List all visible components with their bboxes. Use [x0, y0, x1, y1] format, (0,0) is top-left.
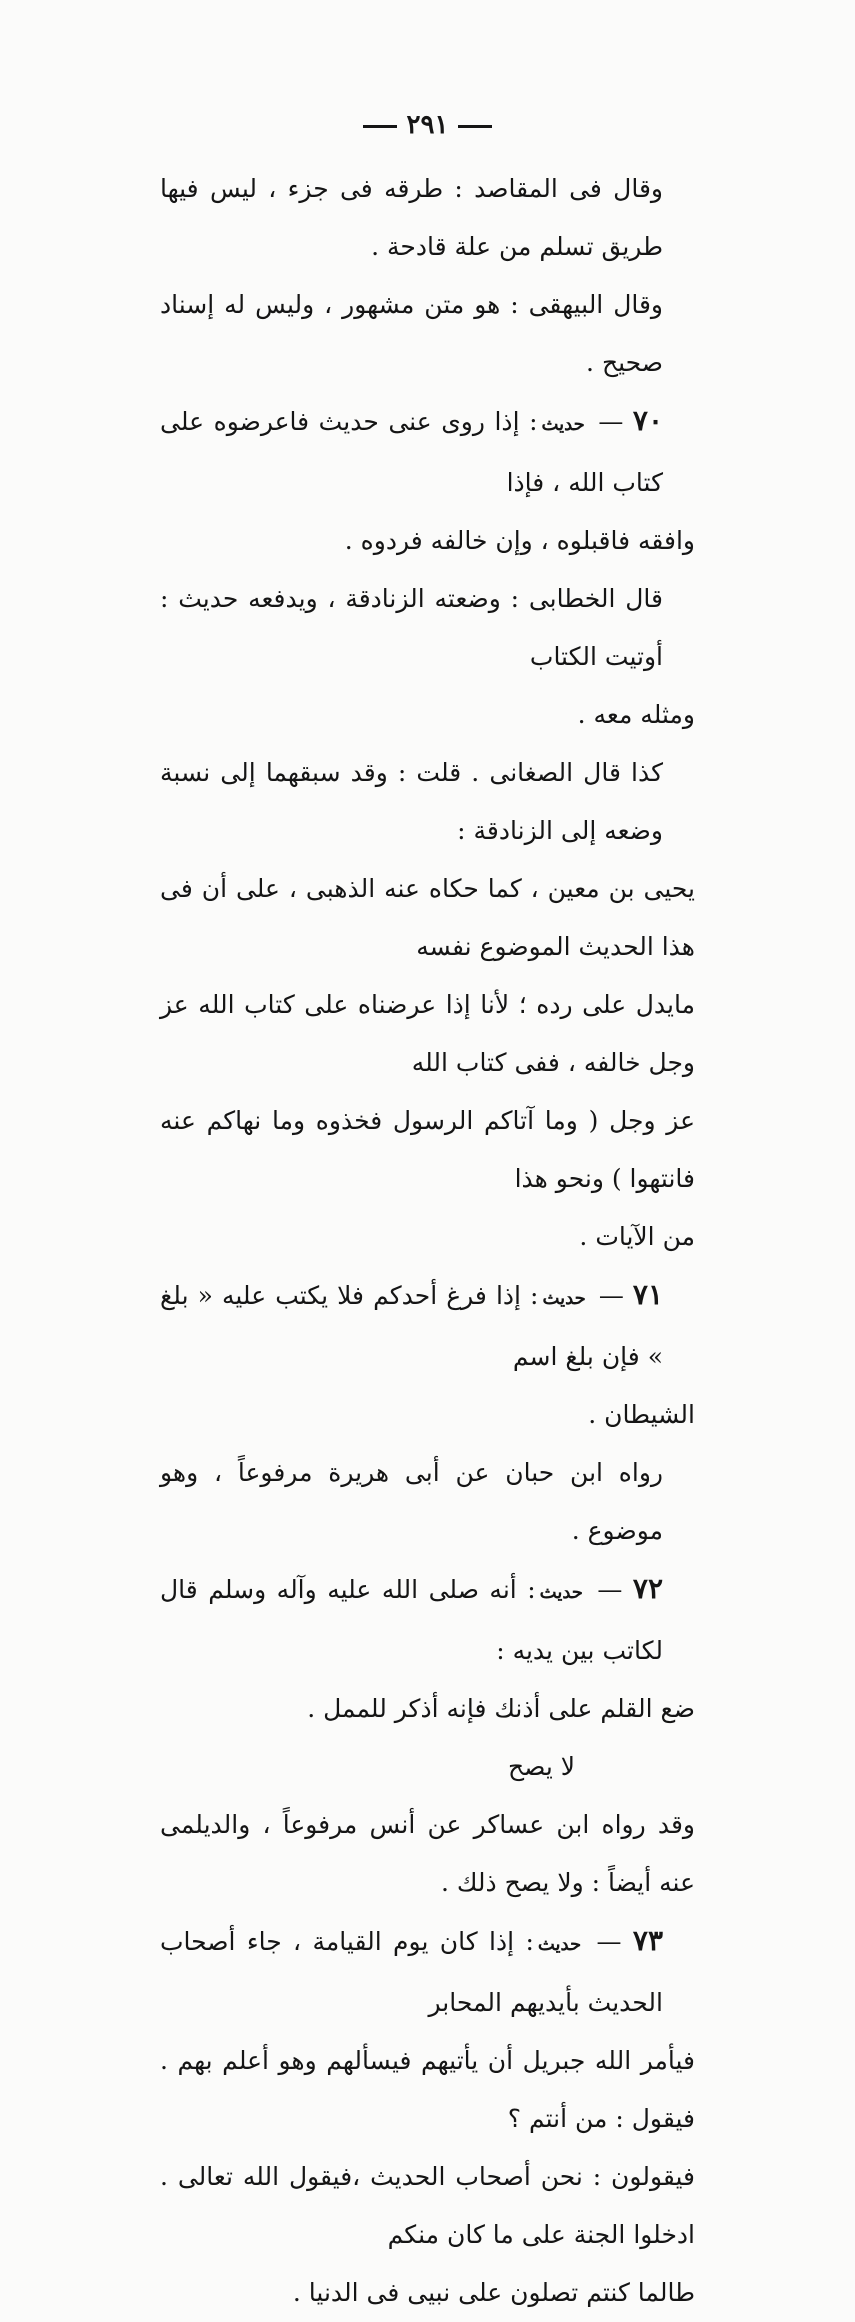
- text-line: وقال البيهقى : هو متن مشهور ، وليس له إسناد صحيح .: [160, 290, 663, 377]
- page-header: [0, 110, 855, 140]
- hadith-line: ٧٠ — حديث: إذا روى عنى حديث فاعرضوه على كتاب الله ، فإذا: [160, 404, 663, 497]
- text-line: ضع القلم على أذنك فإنه أذكر للممل .: [307, 1694, 695, 1723]
- hadith-text: : أنه صلى الله عليه وآله وسلم قال لكاتب بين يديه :: [160, 1575, 663, 1665]
- text-line: طالما كنتم تصلون على نبيى فى الدنيا .: [292, 2278, 695, 2307]
- text-line: وقال فى المقاصد : طرقه فى جزء ، ليس فيها طريق تسلم من علة قادحة .: [160, 174, 663, 261]
- hadith-text: : إذا كان يوم القيامة ، جاء أصحاب الحديث بأيديهم المحابر: [160, 1927, 663, 2017]
- text-line: كذا قال الصغانى . قلت : وقد سبقهما إلى نسبة وضعه إلى الزنادقة :: [160, 758, 663, 845]
- hadith-label: حديث: [537, 1934, 582, 1955]
- page-number: ٢٩١: [406, 110, 449, 140]
- text-line: وقد رواه ابن عساكر عن أنس مرفوعاً ، والديلمى عنه أيضاً : ولا يصح ذلك .: [160, 1810, 695, 1897]
- text-line: وافقه فاقبلوه ، وإن خالفه فردوه .: [344, 526, 695, 555]
- text-line: مايدل على رده ؛ لأنا إذا عرضناه على كتاب الله عز وجل خالفه ، ففى كتاب الله: [160, 990, 695, 1077]
- page-body: [160, 160, 695, 2322]
- hadith-label: حديث: [542, 1288, 586, 1309]
- hadith-label: حديث: [541, 414, 585, 435]
- hadith-line: ٧٢ — حديث: أنه صلى الله عليه وآله وسلم قال لكاتب بين يديه :: [160, 1572, 663, 1665]
- hadith-number: ٧٣: [632, 1924, 663, 1957]
- hadith-number: ٧١: [632, 1278, 663, 1311]
- text-line: قال الخطابى : وضعته الزنادقة ، ويدفعه حديث : أوتيت الكتاب: [160, 584, 663, 671]
- text-line: عز وجل ( وما آتاكم الرسول فخذوه وما نهاكم عنه فانتهوا ) ونحو هذا: [160, 1106, 695, 1193]
- text-line: رواه ابن حبان عن أبى هريرة مرفوعاً ، وهو موضوع .: [160, 1458, 663, 1545]
- text-line: الشيطان .: [588, 1400, 695, 1429]
- text-line: فيأمر الله جبريل أن يأتيهم فيسألهم وهو أعلم بهم . فيقول : من أنتم ؟: [160, 2046, 695, 2133]
- header-dash-left: [363, 125, 397, 128]
- hadith-text: : إذا فرغ أحدكم فلا يكتب عليه « بلغ » فإن بلغ اسم: [160, 1281, 663, 1371]
- header-dash-right: [458, 125, 492, 128]
- text-line: ومثله معه .: [577, 700, 695, 729]
- text-line: فيقولون : نحن أصحاب الحديث ،فيقول الله تعالى . ادخلوا الجنة على ما كان منكم: [160, 2162, 695, 2249]
- hadith-text: : إذا روى عنى حديث فاعرضوه على كتاب الله ، فإذا: [160, 407, 663, 497]
- text-line: لا يصح: [508, 1752, 575, 1781]
- hadith-number: ٧٢: [632, 1572, 663, 1605]
- text-line: يحيى بن معين ، كما حكاه عنه الذهبى ، على أن فى هذا الحديث الموضوع نفسه: [160, 874, 695, 961]
- hadith-label: حديث: [539, 1582, 583, 1603]
- hadith-line: ٧٣ — حديث: إذا كان يوم القيامة ، جاء أصحاب الحديث بأيديهم المحابر: [160, 1924, 663, 2017]
- hadith-number: ٧٠: [632, 404, 663, 437]
- hadith-line: ٧١ — حديث: إذا فرغ أحدكم فلا يكتب عليه « بلغ » فإن بلغ اسم: [160, 1278, 663, 1371]
- text-line: من الآيات .: [579, 1222, 695, 1251]
